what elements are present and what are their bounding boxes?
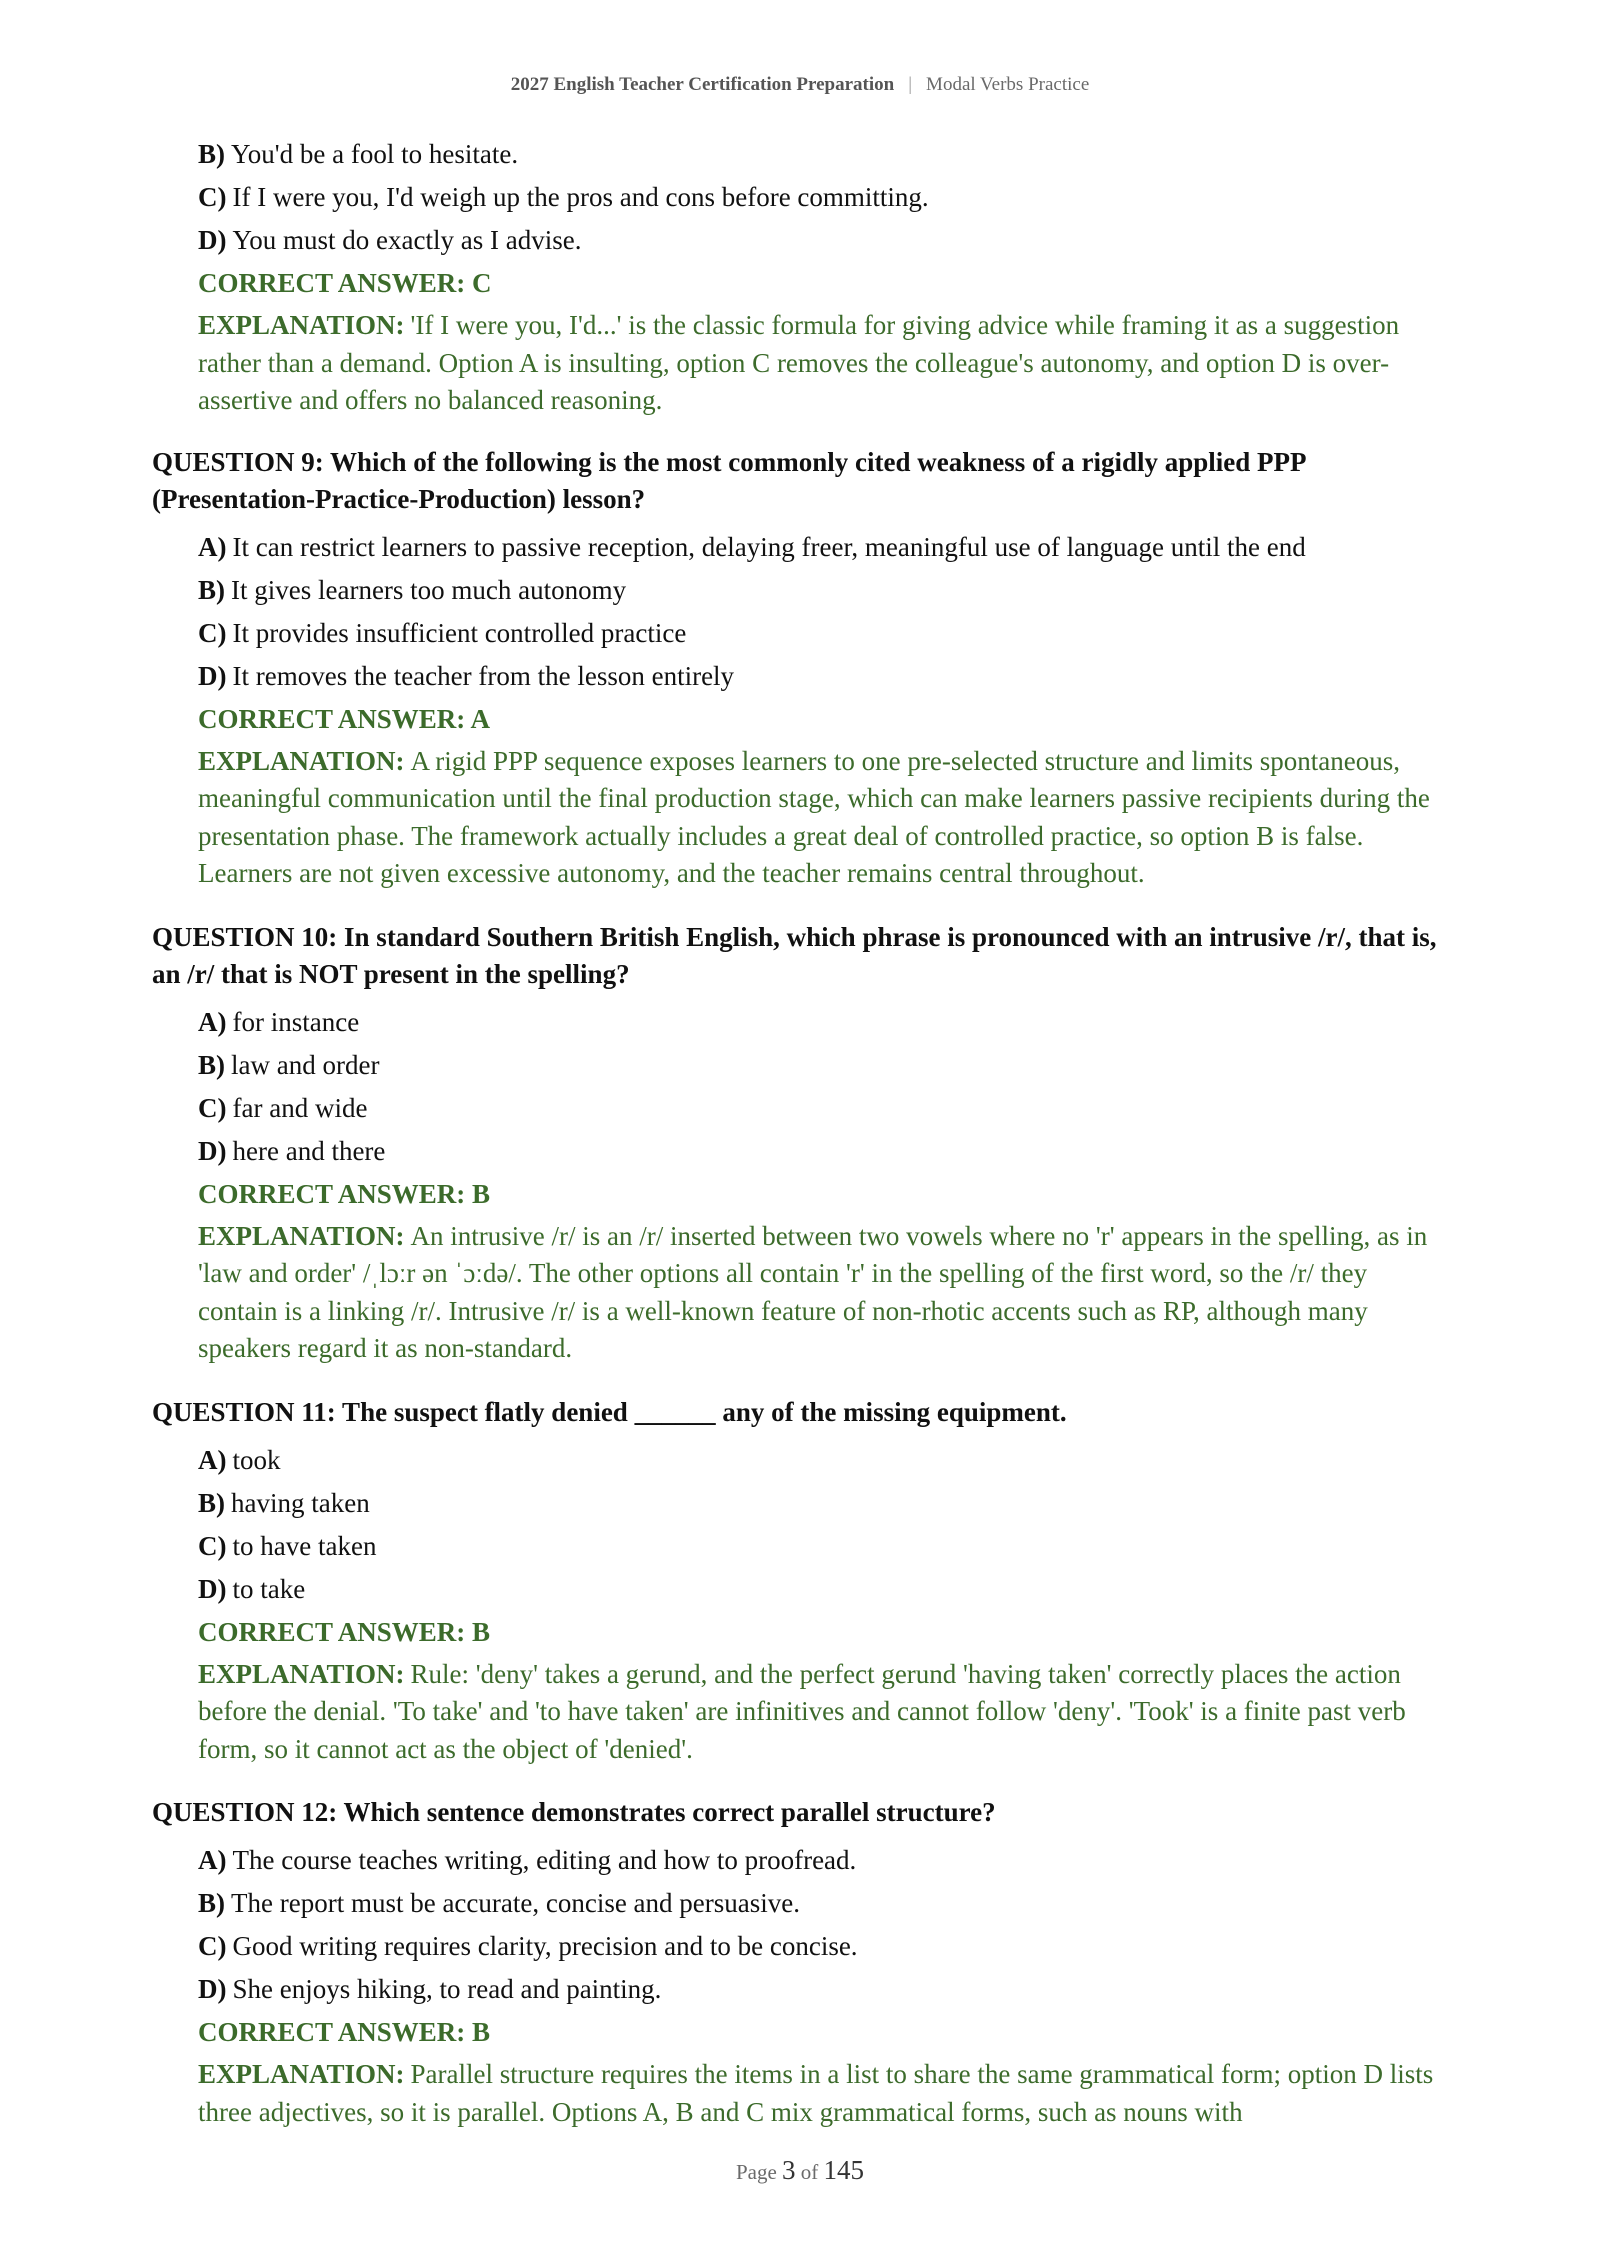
option-text: to have taken bbox=[232, 1530, 377, 1561]
of-word: of bbox=[800, 2160, 819, 2184]
option-text: to take bbox=[232, 1573, 306, 1604]
option-text: The course teaches writing, editing and how to proofread. bbox=[232, 1845, 857, 1875]
option-letter: D) bbox=[198, 1974, 227, 2004]
question-heading: QUESTION 12: Which sentence demonstrates correct parallel structure? bbox=[152, 1797, 996, 1827]
explanation-text: A rigid PPP sequence exposes learners to one pre-selected structure and limits spontaneous, meaningful communication until the final production stage, which can make learners passive recipients during the presentation phase. The framework actually includes a great deal of controlled practice, so option B is false. Learners are not given excessive autonomy, and the teacher remains central throughout. bbox=[198, 745, 1430, 888]
explanation-label: EXPLANATION: bbox=[198, 310, 405, 340]
option-a bbox=[198, 1001, 1452, 1044]
explanation-label: EXPLANATION: bbox=[198, 1658, 405, 1689]
answer-options bbox=[152, 133, 1452, 262]
option-text: The report must be accurate, concise and persuasive. bbox=[231, 1888, 801, 1918]
option-letter: C) bbox=[198, 182, 227, 212]
option-letter: A) bbox=[198, 1444, 227, 1475]
page-number: 3 bbox=[782, 2155, 796, 2185]
option-letter: D) bbox=[198, 1573, 227, 1604]
option-text: She enjoys hiking, to read and painting. bbox=[232, 1974, 662, 2004]
explanation bbox=[152, 2056, 1452, 2131]
page-word: Page bbox=[735, 2160, 777, 2184]
correct-answer: CORRECT ANSWER: C bbox=[198, 268, 492, 298]
option-text: law and order bbox=[231, 1049, 380, 1080]
correct-answer: CORRECT ANSWER: A bbox=[198, 703, 491, 734]
option-d bbox=[198, 219, 1452, 262]
explanation-label: EXPLANATION: bbox=[198, 745, 405, 776]
correct-answer: CORRECT ANSWER: B bbox=[198, 1616, 491, 1647]
option-text: You must do exactly as I advise. bbox=[232, 225, 582, 255]
option-c bbox=[198, 612, 1452, 655]
explanation-label: EXPLANATION: bbox=[198, 2059, 405, 2089]
option-a bbox=[198, 1439, 1452, 1482]
option-c bbox=[198, 1925, 1452, 1968]
option-letter: D) bbox=[198, 1135, 227, 1166]
explanation bbox=[152, 1656, 1452, 1769]
option-letter: C) bbox=[198, 1931, 227, 1961]
question-block-10 bbox=[152, 919, 1452, 1368]
question-block-11 bbox=[152, 1394, 1452, 1769]
page-header bbox=[0, 74, 1600, 96]
explanation-label: EXPLANATION: bbox=[198, 1220, 405, 1251]
explanation-text: 'If I were you, I'd...' is the classic formula for giving advice while framing it as a suggestion rather than a demand. Option A is insulting, option C removes the colleague's autonomy, and option D is over-assertive and offers no balanced reasoning. bbox=[198, 310, 1400, 415]
document-subtitle: Modal Verbs Practice bbox=[926, 74, 1090, 95]
explanation bbox=[152, 1218, 1452, 1368]
option-letter: D) bbox=[198, 225, 227, 255]
option-b bbox=[198, 1044, 1452, 1087]
question-heading: QUESTION 9: Which of the following is the most commonly cited weakness of a rigidly applied PPP (Presentation-Practice-Production) lesson? bbox=[152, 446, 1306, 514]
option-letter: A) bbox=[198, 531, 227, 562]
option-b bbox=[198, 569, 1452, 612]
question-block-continued bbox=[152, 133, 1452, 420]
option-text: for instance bbox=[232, 1006, 360, 1037]
option-letter: C) bbox=[198, 617, 227, 648]
option-text: took bbox=[232, 1444, 281, 1475]
answer-options bbox=[152, 1439, 1452, 1611]
option-text: It provides insufficient controlled practice bbox=[232, 617, 687, 648]
option-text: It can restrict learners to passive reception, delaying freer, meaningful use of language until the end bbox=[232, 531, 1306, 562]
explanation bbox=[152, 743, 1452, 893]
option-letter: B) bbox=[198, 139, 225, 169]
option-letter: D) bbox=[198, 660, 227, 691]
option-letter: A) bbox=[198, 1845, 227, 1875]
question-heading: QUESTION 11: The suspect flatly denied ______ any of the missing equipment. bbox=[152, 1396, 1067, 1427]
question-heading: QUESTION 10: In standard Southern British English, which phrase is pronounced with an intrusive /r/, that is, an /r/ that is NOT present in the spelling? bbox=[152, 921, 1437, 989]
correct-answer: CORRECT ANSWER: B bbox=[198, 1178, 491, 1209]
option-letter: B) bbox=[198, 1487, 225, 1518]
question-block-12 bbox=[152, 1794, 1452, 2131]
option-a bbox=[198, 526, 1452, 569]
explanation-text: Parallel structure requires the items in a list to share the same grammatical form; option D lists three adjectives, so it is parallel. Options A, B and C mix grammatical forms, such as nouns with bbox=[198, 2059, 1434, 2127]
option-text: Good writing requires clarity, precision and to be concise. bbox=[232, 1931, 858, 1961]
total-pages: 145 bbox=[823, 2155, 865, 2185]
option-b bbox=[198, 133, 1452, 176]
option-text: You'd be a fool to hesitate. bbox=[231, 139, 519, 169]
explanation bbox=[152, 307, 1452, 420]
option-text: far and wide bbox=[232, 1092, 368, 1123]
option-text: It gives learners too much autonomy bbox=[231, 574, 627, 605]
option-letter: C) bbox=[198, 1092, 227, 1123]
option-d bbox=[198, 655, 1452, 698]
option-c bbox=[198, 176, 1452, 219]
option-d bbox=[198, 1968, 1452, 2011]
option-b bbox=[198, 1882, 1452, 1925]
document-title: 2027 English Teacher Certification Preparation bbox=[510, 74, 895, 95]
option-d bbox=[198, 1568, 1452, 1611]
option-text: here and there bbox=[232, 1135, 386, 1166]
option-letter: B) bbox=[198, 1049, 225, 1080]
option-text: It removes the teacher from the lesson entirely bbox=[232, 660, 735, 691]
answer-options bbox=[152, 1839, 1452, 2011]
answer-options bbox=[152, 1001, 1452, 1173]
option-letter: B) bbox=[198, 574, 225, 605]
option-letter: A) bbox=[198, 1006, 227, 1037]
option-text: If I were you, I'd weigh up the pros and cons before committing. bbox=[232, 182, 929, 212]
option-a bbox=[198, 1839, 1452, 1882]
question-block-9 bbox=[152, 444, 1452, 893]
option-b bbox=[198, 1482, 1452, 1525]
option-c bbox=[198, 1087, 1452, 1130]
page-content bbox=[152, 133, 1452, 2157]
header-separator: | bbox=[908, 74, 913, 95]
option-letter: C) bbox=[198, 1530, 227, 1561]
option-c bbox=[198, 1525, 1452, 1568]
explanation-text: Rule: 'deny' takes a gerund, and the perfect gerund 'having taken' correctly places the action before the denial. 'To take' and 'to have taken' are infinitives and cannot follow 'deny'. 'Took' is a finite past verb form, so it cannot act as the object of 'denied'. bbox=[198, 1658, 1406, 1764]
page-footer bbox=[0, 2155, 1600, 2186]
option-d bbox=[198, 1130, 1452, 1173]
explanation-text: An intrusive /r/ is an /r/ inserted between two vowels where no 'r' appears in the spelling, as in 'law and order' /ˌlɔːr ən ˈɔːdə/. The other options all contain 'r' in the spelling of the first word, so the /r/ they contain is a linking /r/. Intrusive /r/ is a well-known feature of non-rhotic accents such as RP, although many speakers regard it as non-standard. bbox=[198, 1220, 1428, 1363]
option-letter: B) bbox=[198, 1888, 225, 1918]
answer-options bbox=[152, 526, 1452, 698]
option-text: having taken bbox=[231, 1487, 370, 1518]
correct-answer: CORRECT ANSWER: B bbox=[198, 2017, 491, 2047]
